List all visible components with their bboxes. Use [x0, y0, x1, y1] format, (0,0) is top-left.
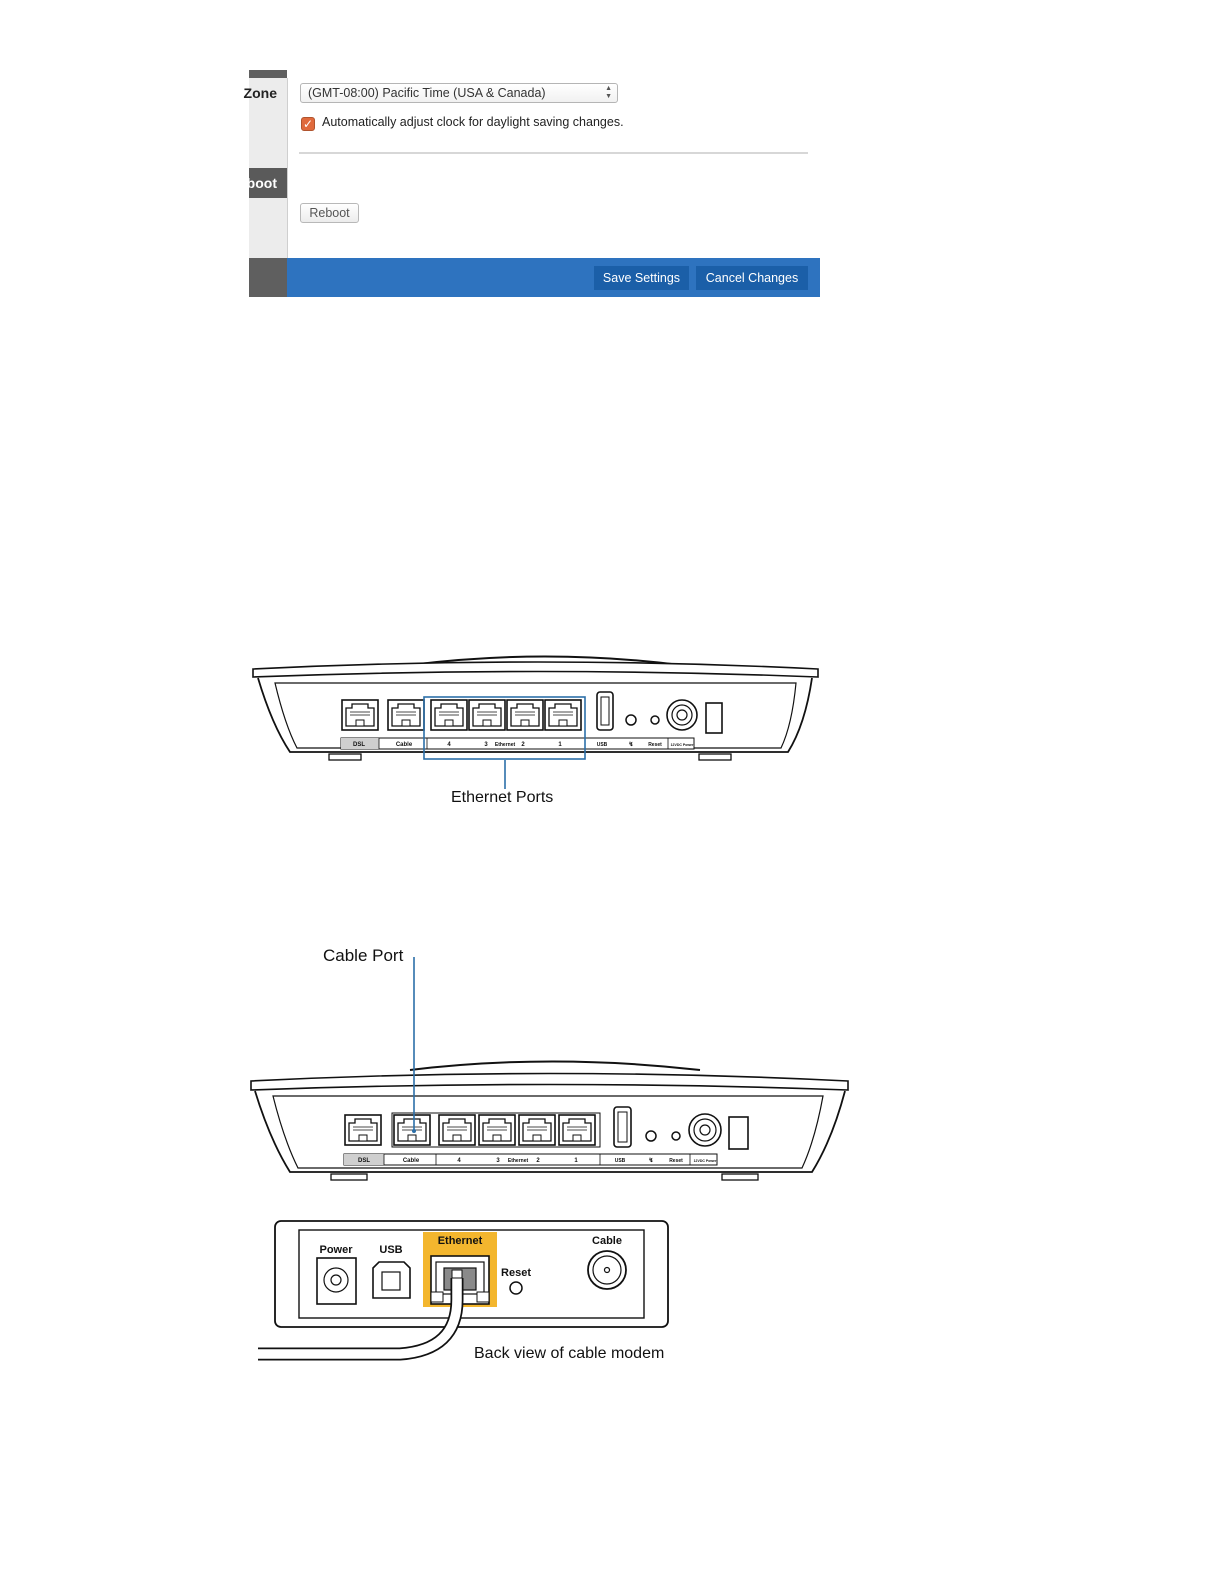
cancel-changes-button[interactable]: Cancel Changes — [696, 266, 808, 290]
label-wps-icon: ↯ — [648, 1158, 654, 1164]
modem-figure — [258, 1221, 668, 1354]
label-port-2: 2 — [521, 742, 525, 748]
router-figure-1 — [253, 657, 818, 790]
modem-label-cable: Cable — [592, 1235, 622, 1247]
label-reset: Reset — [669, 1158, 683, 1164]
label-port-3: 3 — [496, 1158, 500, 1164]
ethernet-ports-caption: Ethernet Ports — [451, 789, 554, 806]
label-reset: Reset — [648, 742, 662, 748]
label-port-4: 4 — [457, 1158, 461, 1164]
sidebar-item-reboot[interactable]: boot — [249, 168, 287, 198]
label-ethernet: Ethernet — [494, 742, 516, 748]
label-wps-icon: ↯ — [628, 742, 634, 748]
label-port-1: 1 — [558, 742, 562, 748]
cable-port-caption: Cable Port — [323, 946, 404, 965]
label-dsl: DSL — [358, 1158, 370, 1164]
reboot-button[interactable]: Reboot — [300, 203, 359, 223]
dst-checkbox[interactable]: ✓ — [302, 117, 314, 131]
label-port-3: 3 — [484, 742, 488, 748]
modem-label-reset: Reset — [501, 1267, 531, 1279]
modem-label-ethernet: Ethernet — [437, 1235, 483, 1247]
save-settings-button[interactable]: Save Settings — [594, 266, 689, 290]
label-port-2: 2 — [536, 1158, 540, 1164]
label-ethernet: Ethernet — [507, 1158, 529, 1164]
label-cable: Cable — [395, 742, 413, 748]
label-dsl: DSL — [353, 742, 365, 748]
label-usb: USB — [596, 742, 608, 748]
router-figure-2 — [251, 957, 848, 1180]
dst-checkbox-label: Automatically adjust clock for daylight saving changes. — [322, 115, 624, 129]
label-cable: Cable — [402, 1158, 420, 1164]
modem-label-usb: USB — [379, 1244, 403, 1256]
modem-label-power: Power — [319, 1244, 353, 1256]
modem-caption: Back view of cable modem — [474, 1345, 665, 1362]
timezone-select-value: (GMT-08:00) Pacific Time (USA & Canada) — [308, 86, 546, 100]
sidebar-item-time-zone[interactable]: Zone — [243, 85, 277, 101]
select-arrows-icon: ▲ ▼ — [605, 85, 612, 100]
label-port-1: 1 — [574, 1158, 578, 1164]
label-port-4: 4 — [447, 742, 451, 748]
label-usb: USB — [614, 1158, 626, 1164]
label-power: 12VDC Power — [693, 1159, 717, 1163]
label-power: 12VDC Power — [670, 743, 694, 747]
